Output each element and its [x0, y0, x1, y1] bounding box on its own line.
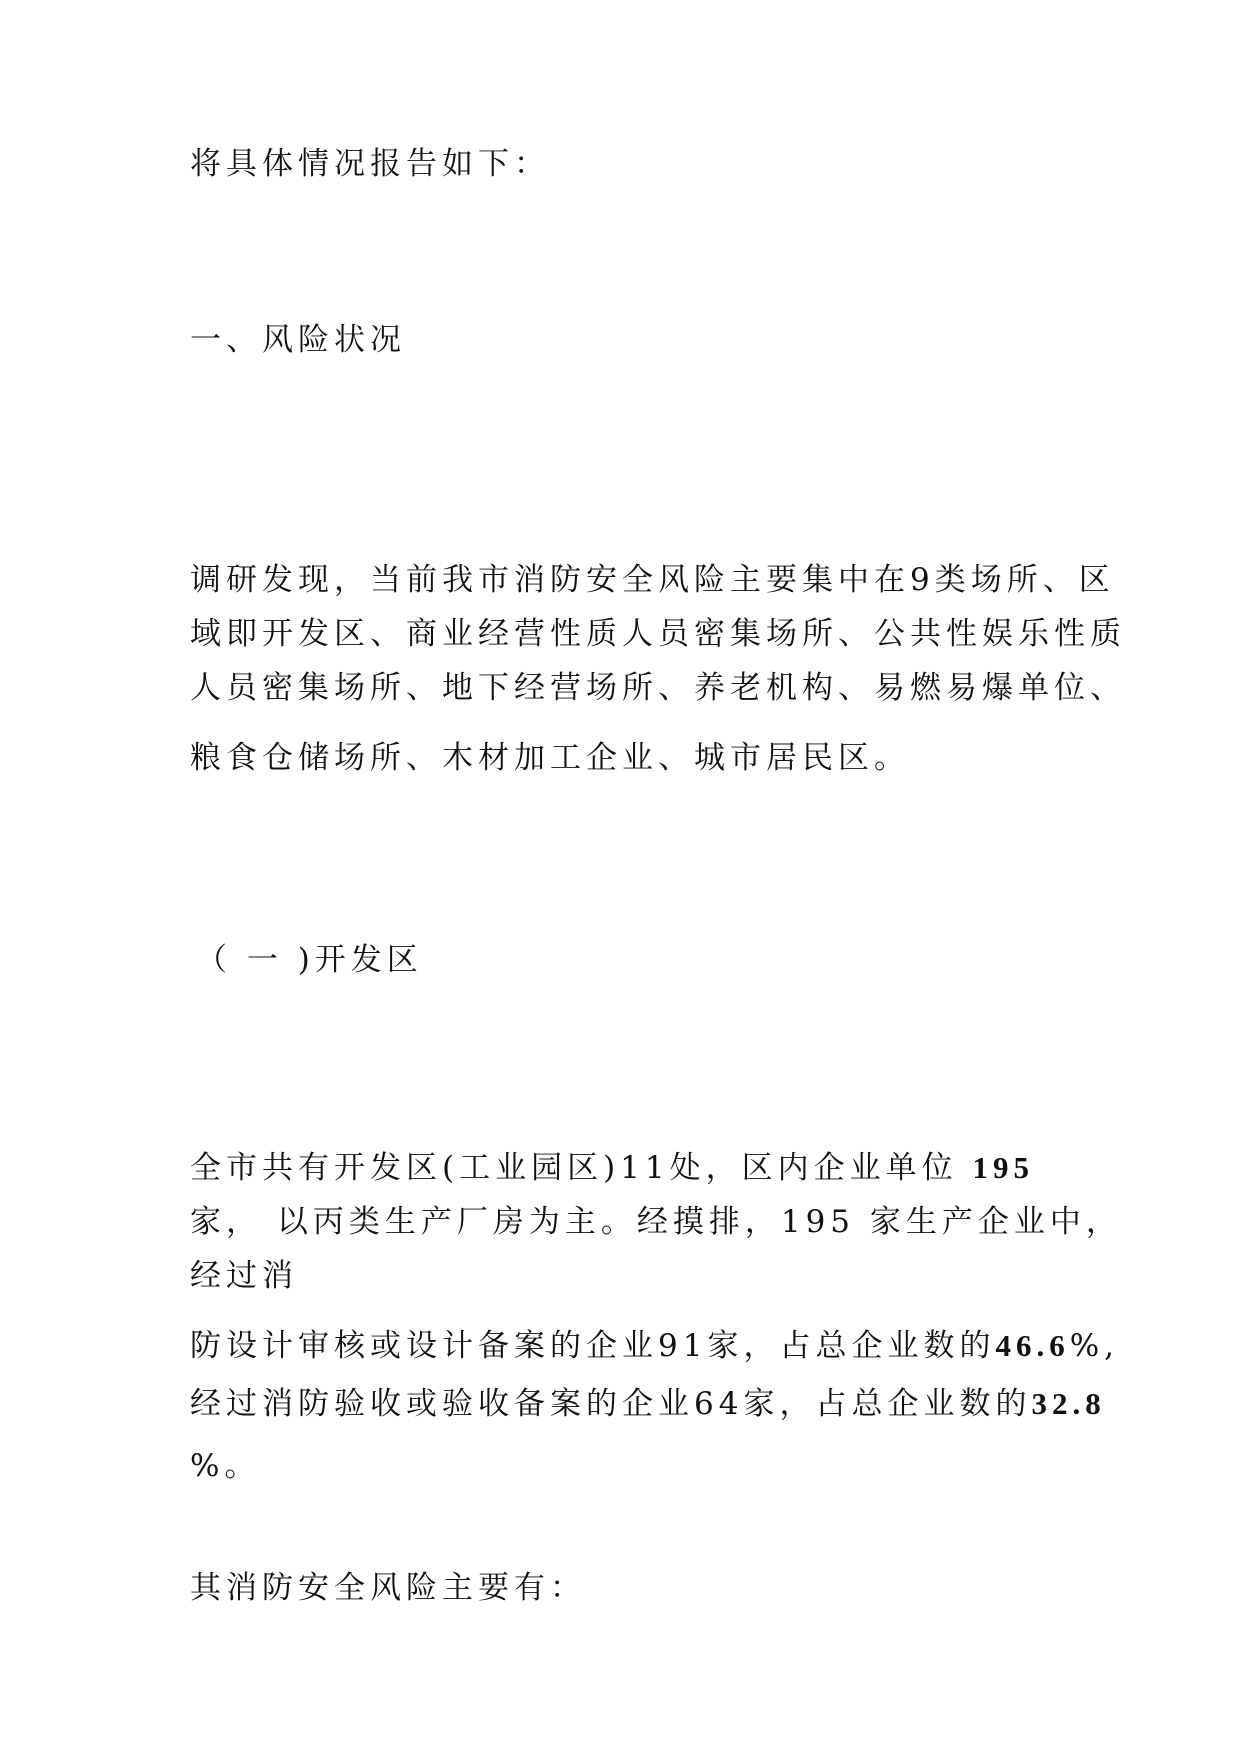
- section-heading: 一、风险状况: [190, 322, 406, 358]
- paragraph-text: 经过消防验收或验收备案的企业64家，占总企业数的: [190, 1386, 1032, 1422]
- paragraph-line: 粮食仓储场所、木材加工企业、城市居民区。: [190, 740, 910, 776]
- paragraph-line: [190, 1384, 1106, 1424]
- paragraph-text: 全市共有开发区(工业园区)11处，区内企业单位: [190, 1150, 973, 1186]
- bold-number: 195: [972, 1150, 1034, 1185]
- paragraph-line: [190, 1326, 1119, 1366]
- paragraph-line: %。: [190, 1448, 261, 1484]
- percent-unit: %,: [1069, 1328, 1120, 1364]
- paragraph-line: 域即开发区、商业经营性质人员密集场所、公共性娱乐性质: [190, 616, 1126, 652]
- bold-number: 32.8: [1031, 1386, 1106, 1421]
- paragraph-line: 家， 以丙类生产厂房为主。经摸排，195 家生产企业中，: [190, 1204, 1122, 1240]
- paragraph-text: 防设计审核或设计备案的企业91家，占总企业数的: [190, 1328, 996, 1364]
- paragraph-line: 人员密集场所、地下经营场所、养老机构、易燃易爆单位、: [190, 670, 1126, 706]
- paragraph-line: 其消防安全风险主要有：: [190, 1570, 586, 1606]
- bold-number: 46.6: [995, 1328, 1070, 1363]
- paragraph-line: 调研发现，当前我市消防安全风险主要集中在9类场所、区: [190, 562, 1115, 598]
- paragraph-line: 经过消: [190, 1258, 298, 1294]
- subsection-heading: （ 一 )开发区: [196, 942, 423, 978]
- paragraph-line: [190, 1148, 1034, 1188]
- intro-text: 将具体情况报告如下：: [190, 146, 550, 182]
